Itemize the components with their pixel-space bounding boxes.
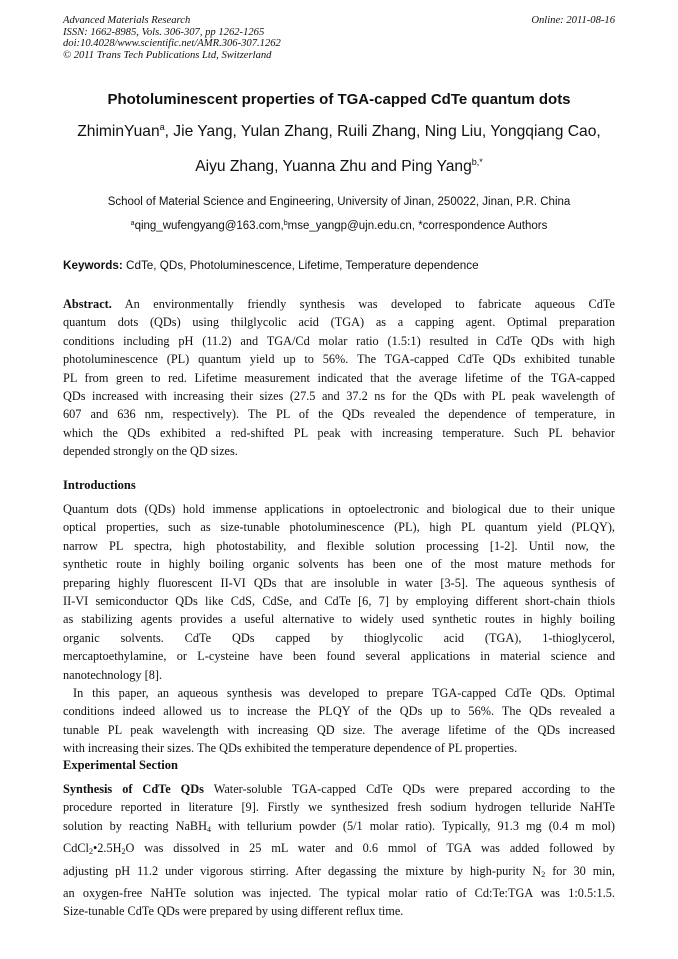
intro-line: mercaptoethylamine, or L-cysteine have been found several applications in material science and: [63, 649, 615, 664]
affiliation: School of Material Science and Engineering, University of Jinan, 250022, Jinan, P.R. China: [107, 196, 571, 208]
doi: doi:10.4028/www.scientific.net/AMR.306-307.1262: [63, 38, 281, 50]
intro-line: optical properties, such as size-tunable photoluminescence (PL), high PL quantum yield (PLQY),: [63, 520, 615, 535]
section-heading-introductions: Introductions: [63, 478, 136, 492]
keywords-text: CdTe, QDs, Photoluminescence, Lifetime, Temperature dependence: [126, 259, 479, 272]
email-line: [0, 220, 678, 232]
intro-line: Quantum dots (QDs) hold immense applications in optoelectronic and biological due to their unique: [63, 502, 615, 516]
author-first: ZhiminYuan: [77, 123, 160, 140]
intro-line: as stabilizing agents provides a useful alternative to widely used synthetic routes in highly boiling: [63, 612, 615, 627]
intro-line: preparing highly fluorescent II-VI QDs that are insoluble in water [3-5]. The aqueous synthesis of: [63, 575, 615, 590]
journal-name: Advanced Materials Research: [63, 15, 191, 26]
email-sup-a: a: [130, 220, 135, 227]
abstract-label: Abstract.: [63, 297, 112, 311]
abstract: [63, 295, 615, 461]
intro-line: In this paper, an aqueous synthesis was developed to prepare TGA-capped CdTe QDs. Optimal: [73, 686, 615, 701]
abstract-line: which the QDs exhibited a red-shifted PL peak with increasing temperature. Such PL behavior: [63, 425, 615, 440]
keywords: [63, 259, 479, 272]
author-line-1: [30, 122, 648, 141]
exp-line: adjusting pH 11.2 under vigorous stirring. After degassing the mixture by high-purity $N_2$ for 30 min,: [63, 863, 616, 879]
email-a: qing_wufengyang@163.com,: [134, 220, 284, 232]
exp-line: Size-tunable CdTe QDs were prepared by using different reflux time.: [63, 904, 404, 919]
abstract-line: conditions including pH (11.2) and TGA/Cd molar ratio (1.5:1) resulted in CdTe QDs with high: [63, 333, 615, 348]
intro-line: nanotechnology [8].: [63, 667, 163, 682]
issn: ISSN: 1662-8985, Vols. 306-307, pp 1262-1265: [63, 26, 265, 38]
introductions-body: [63, 500, 615, 758]
author-sup-b: b,*: [471, 157, 483, 167]
author-list-2: Aiyu Zhang, Yuanna Zhu and Ping Yang: [195, 158, 472, 175]
intro-line: organic solvents. CdTe QDs capped by thioglycolic acid (TGA), 1-thioglycerol,: [63, 630, 615, 645]
intro-line: conditions indeed allowed us to increase the PLQY of the QDs up to 56%. The QDs revealed a: [63, 704, 615, 719]
abstract-line: Abstract. An environmentally friendly synthesis was developed to fabricate aqueous CdTe: [63, 297, 615, 311]
copyright: © 2011 Trans Tech Publications Ltd, Switzerland: [63, 49, 272, 61]
journal-header: [63, 15, 615, 61]
experimental-body: [63, 780, 615, 921]
subsection-label: Synthesis of CdTe QDs: [63, 782, 204, 796]
author-list-1: , Jie Yang, Yulan Zhang, Ruili Zhang, Ning Liu, Yongqiang Cao,: [164, 123, 601, 140]
abstract-line: PL from green to red. Lifetime measurement indicated that the average lifetime of the TGA-capped: [63, 370, 615, 385]
intro-line: II-VI semiconductor QDs like CdS, CdSe, and CdTe [6, 7] by employing different short-chain thiols: [63, 594, 615, 609]
intro-line: tunable PL peak wavelength with increasing QD size. The average lifetime of the QDs increased: [63, 722, 615, 737]
intro-line: synthetic route in highly boiling organic solvents has been one of the most mature methods for: [63, 557, 615, 572]
intro-line: narrow PL spectra, high photostability, and flexible solution processing [1-2]. Until now, the: [63, 538, 615, 553]
exp-line: solution by reacting NaBH$_4$ with tellurium powder (5/1 molar ratio). Typically, 91.3 mg (0.4 m mol): [63, 818, 615, 834]
abstract-line: quantum dots (QDs) using thilglycolic acid (TGA) as a capping agent. Optimal preparation: [63, 315, 615, 330]
exp-line: an oxygen-free NaHTe solution was injected. The typical molar ratio of Cd:Te:TGA was 1:0.5:1.5.: [63, 886, 615, 901]
email-b: mse_yangp@ujn.edu.cn, *correspondence Authors: [287, 220, 548, 232]
author-sup-a: a: [159, 122, 165, 132]
exp-line: $CdCl_2•2.5H_2O$ was dissolved in 25 mL water and 0.6 mmol of TGA was added followed by: [63, 841, 615, 857]
exp-line: Synthesis of CdTe QDs Water-soluble TGA-capped CdTe QDs were prepared according to the: [63, 782, 616, 796]
paper-title: Photoluminescent properties of TGA-capped CdTe quantum dots: [107, 91, 571, 108]
exp-line: procedure reported in literature [9]. Firstly we synthesized fresh sodium hydrogen telluride NaHTe: [63, 800, 615, 815]
abstract-line: depended strongly on the QD sizes.: [63, 444, 238, 459]
abstract-line: photoluminescence (PL) quantum yield up to 56%. The TGA-capped CdTe QDs exhibited tunable: [63, 352, 615, 367]
intro-line: with increasing their sizes. The QDs exhibited the temperature dependence of PL properties.: [63, 741, 518, 756]
email-sup-b: b: [283, 220, 288, 227]
section-heading-experimental: Experimental Section: [63, 758, 178, 772]
author-line-2: [30, 157, 648, 176]
abstract-line: QDs increased with increasing their sizes (27.5 and 37.2 ns for the QDs with PL peak wavelength of: [63, 389, 615, 404]
online-date: Online: 2011-08-16: [531, 15, 615, 26]
keywords-label: Keywords:: [63, 259, 123, 272]
abstract-line: 607 and 636 nm, respectively). The PL of the QDs revealed the dependence of temperature, in: [63, 407, 615, 422]
